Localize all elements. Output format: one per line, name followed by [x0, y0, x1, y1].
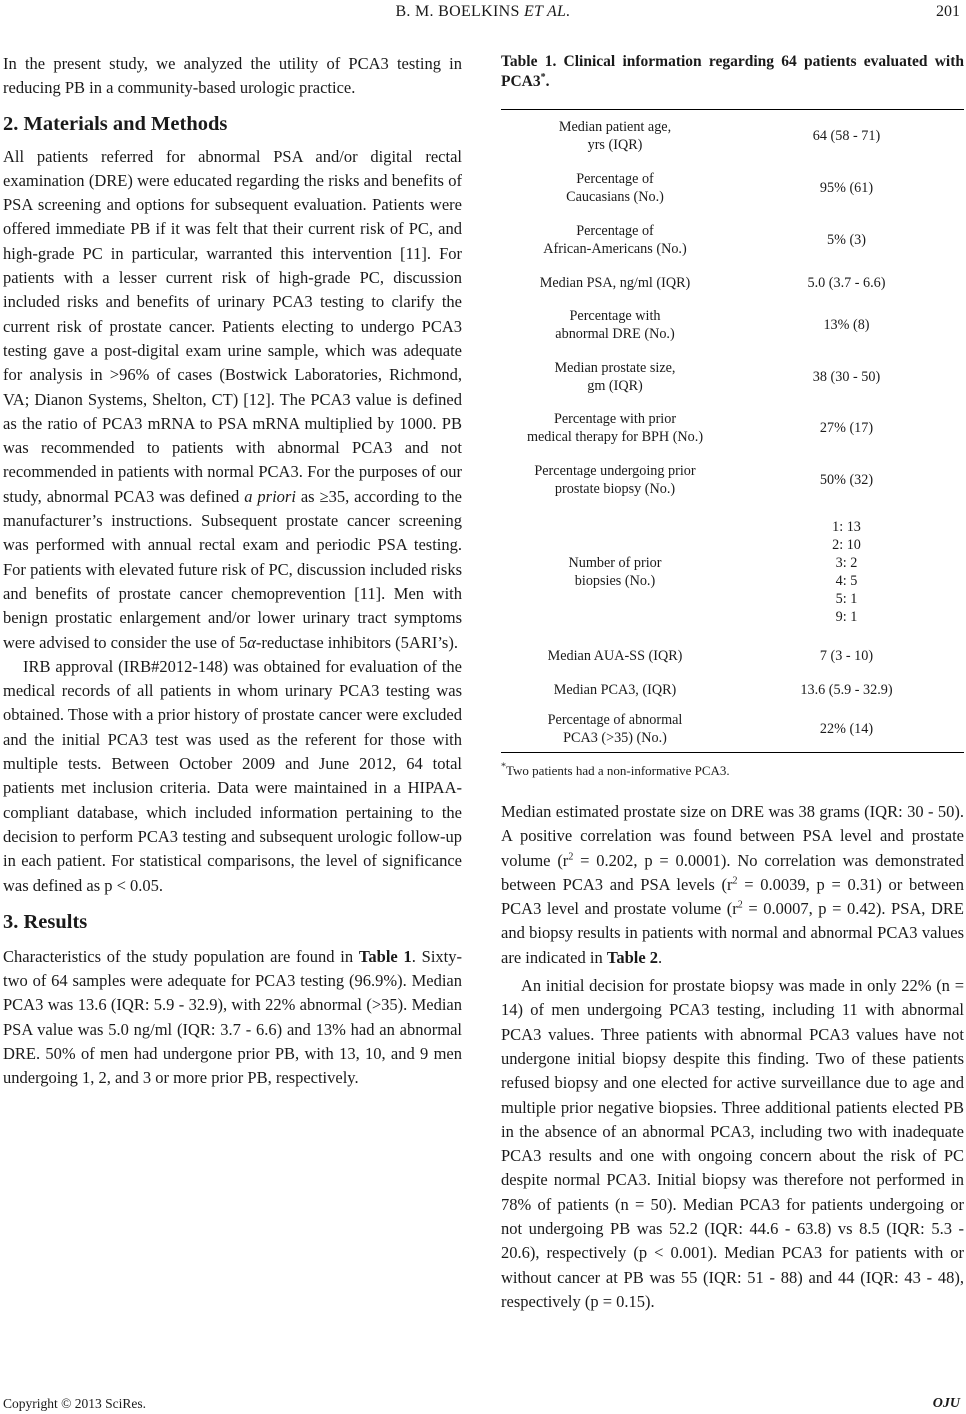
table-1-row: [501, 403, 964, 454]
table-1-caption: Table 1. Clinical information regarding 64 patients evaluated with PCA3*.: [501, 53, 964, 90]
results-paragraph-3: An initial decision for prostate biopsy was made in only 22% (n = 14) of men undergoing PCA3 testing, including 11 with abnormal PCA3 values. Three patients with abnormal PCA3 values have not undergone initial biopsy despite this finding. Two of these patients refused biopsy and one elected for active surveillance due to age and multiple prior negative biopsies. Three additional patients elected PB in the absence of an abnormal PCA3, including two with inadequate PCA3 results and one with ongoing concern about the risk of PC despite normal PCA3. Initial biopsy was therefore not performed in 78% of patients (n = 50). Median PCA3 for patients undergoing or not undergoing PB was 52.2 (IQR: 44.6 - 63.8) vs 8.5 (IQR: 5.3 - 20.6), respectively (p < 0.001). Median PCA3 for patients with or without cancer at PB was 55 (IQR: 51 - 88) and 44 (IQR: 43 - 48), respectively (p = 0.15).: [501, 976, 964, 1311]
table-1-row: [501, 506, 964, 639]
table-1-footnote: *Two patients had a non-informative PCA3.: [501, 761, 730, 778]
table-1-value-cell: 50% (32): [819, 471, 874, 488]
results-paragraph-2: Median estimated prostate size on DRE was 38 grams (IQR: 30 - 50). A positive correlation was found between PSA level and prostate volume ($r^2 = 0.202$, p = 0.0001). No correlation was demonstrated between PCA3 and PSA levels ($r^2 = 0.0039$, p = 0.31) or between PCA3 level and prostate volume ($r^2 = 0.0007$, p = 0.42). PSA, DRE and biopsy results in patients with normal and abnormal PCA3 values are indicated in Table 2.: [501, 802, 964, 967]
table-1-value-cell: 64 (58 - 71): [812, 128, 881, 145]
table-1: [501, 109, 964, 753]
header-et-al: ET AL.: [523, 3, 571, 20]
table-1-label-cell: Median patient age, yrs (IQR): [558, 119, 672, 154]
table-1-row: [501, 351, 964, 403]
table-1-value-cell: 7 (3 - 10): [819, 647, 874, 664]
table-1-label-cell: Median AUA-SS (IQR): [547, 647, 683, 664]
table-1-label-cell: Median PSA, ng/ml (IQR): [539, 274, 691, 291]
intro-paragraph: In the present study, we analyzed the utility of PCA3 testing in reducing PB in a community-based urologic practice.: [3, 54, 462, 98]
table-2-reference[interactable]: Table 2: [606, 947, 659, 967]
table-1-label-cell: Percentage with abnormal DRE (No.): [555, 308, 675, 342]
table-1-label-cell: Number of prior biopsies (No.): [568, 555, 662, 589]
page-number: 201: [936, 3, 960, 20]
footer-copyright: Copyright © 2013 SciRes.: [3, 1396, 147, 1411]
table-1-label-cell: Median PCA3, (IQR): [553, 681, 677, 698]
footer-journal: OJU: [932, 1396, 960, 1411]
table-1-value-cell: 22% (14): [819, 721, 874, 738]
section-heading-methods: 2. Materials and Methods: [3, 112, 228, 135]
left-column: [3, 52, 462, 1091]
table-1-label-cell: Percentage with prior medical therapy for BPH (No.): [526, 411, 704, 445]
methods-paragraph-1: All patients referred for abnormal PSA and/or digital rectal examination (DRE) were educated regarding the risks and benefits of PSA screening and options for subsequent evaluation. Patients were offered immediate PB if it was felt that their current risk of PC, and high-grade PC in particular, warranted this intervention [11]. For patients with a lesser current risk of high-grade PC, discussion included risks and benefits of urinary PCA3 testing to clarify the current risk of prostate cancer. Patients electing to undergo PCA3 testing gave a post-digital exam urine sample, which was adequate for analysis in >96% of cases (Bostwick Laboratories, Richmond, VA; Dianon Systems, Shelton, CT) [12]. The PCA3 value is defined as the ratio of PCA3 mRNA to PSA mRNA multiplied by 1000. PB was recommended to patients with abnormal PCA3 and not recommended in patients with normal PCA3. For the purposes of our study, abnormal PCA3 was defined a priori as ≥35, according to the manufacturer’s instructions. Subsequent prostate cancer screening was performed with annual rectal exam and periodic PSA testing. For patients with elevated future risk of PC, discussion included risks and benefits of prostate cancer chemoprevention [11]. Men with benign prostatic enlargement and/or lower urinary tract symptoms were advised to consider the use of 5α-reductase inhibitors (5ARI’s).: [3, 146, 463, 652]
table-1-label-cell: Median prostate size, gm (IQR): [554, 359, 676, 394]
table-1-row: [501, 110, 964, 163]
table-1-value-cell: 13.6 (5.9 - 32.9): [800, 681, 893, 698]
table-1-value-cell: 95% (61): [819, 180, 874, 196]
running-header: [0, 2, 966, 22]
table-1-label-cell: Percentage of abnormal PCA3 (>35) (No.): [547, 712, 683, 747]
table-1-label-cell: Percentage of Caucasians (No.): [566, 171, 664, 205]
header-authors: B. M. BOELKINS: [395, 3, 520, 20]
table-1-value-cell: 38 (30 - 50): [812, 368, 881, 385]
table-1-value-cell: 5.0 (3.7 - 6.6): [807, 274, 886, 291]
table-1-row: [501, 266, 964, 300]
methods-paragraph-2: IRB approval (IRB#2012-148) was obtained for evaluation of the medical records of all patients in whom urinary PCA3 testing was obtained. Those with a prior history of prostate cancer were excluded and the initial PCA3 test was used as the referent for those with multiple tests. Between October 2009 and June 2012, 64 total patients met inclusion criteria. Data were maintained in a HIPAA-compliant database, which included information pertaining to the decision to perform PCA3 testing and subsequent urologic follow-up in each patient. For statistical comparisons, the level of significance was defined as p < 0.05.: [3, 656, 462, 895]
table-1-value-cell: 5% (3): [826, 231, 866, 248]
table-1-row: [501, 300, 964, 351]
table-1-label-cell: Percentage of African-Americans (No.): [543, 222, 687, 257]
table-1-value-cell: 27% (17): [819, 420, 874, 436]
table-1-row: [501, 214, 964, 266]
table-1-row: [501, 454, 964, 506]
table-1-row: [501, 163, 964, 214]
results-paragraph-1: Characteristics of the study population are found in Table 1. Sixty-two of 64 samples were adequate for PCA3 testing (96.9%). Median PCA3 was 13.6 (IQR: 5.9 - 32.9), with 22% abnormal (>35). Median PSA value was 5.0 ng/ml (IQR: 3.7 - 6.6) and 13% had an abnormal DRE. 50% of men had undergone prior PB, with 13, 10, and 9 men undergoing 1, 2, and 3 or more prior PB, respectively.: [3, 946, 463, 1088]
table-1-row: [501, 673, 964, 707]
table-1-reference[interactable]: Table 1: [358, 946, 412, 966]
table-1-value-cell: 13% (8): [823, 317, 870, 333]
table-1-label-cell: Percentage undergoing prior prostate biopsy (No.): [534, 462, 696, 497]
section-heading-results: 3. Results: [3, 910, 88, 933]
table-1-value-cell: 1: 13 2: 10 3: 2 4: 5 5: 1 9: 1: [832, 519, 861, 625]
right-column: [501, 52, 964, 1314]
table-1-row: [501, 707, 964, 753]
table-1-row: [501, 639, 964, 673]
